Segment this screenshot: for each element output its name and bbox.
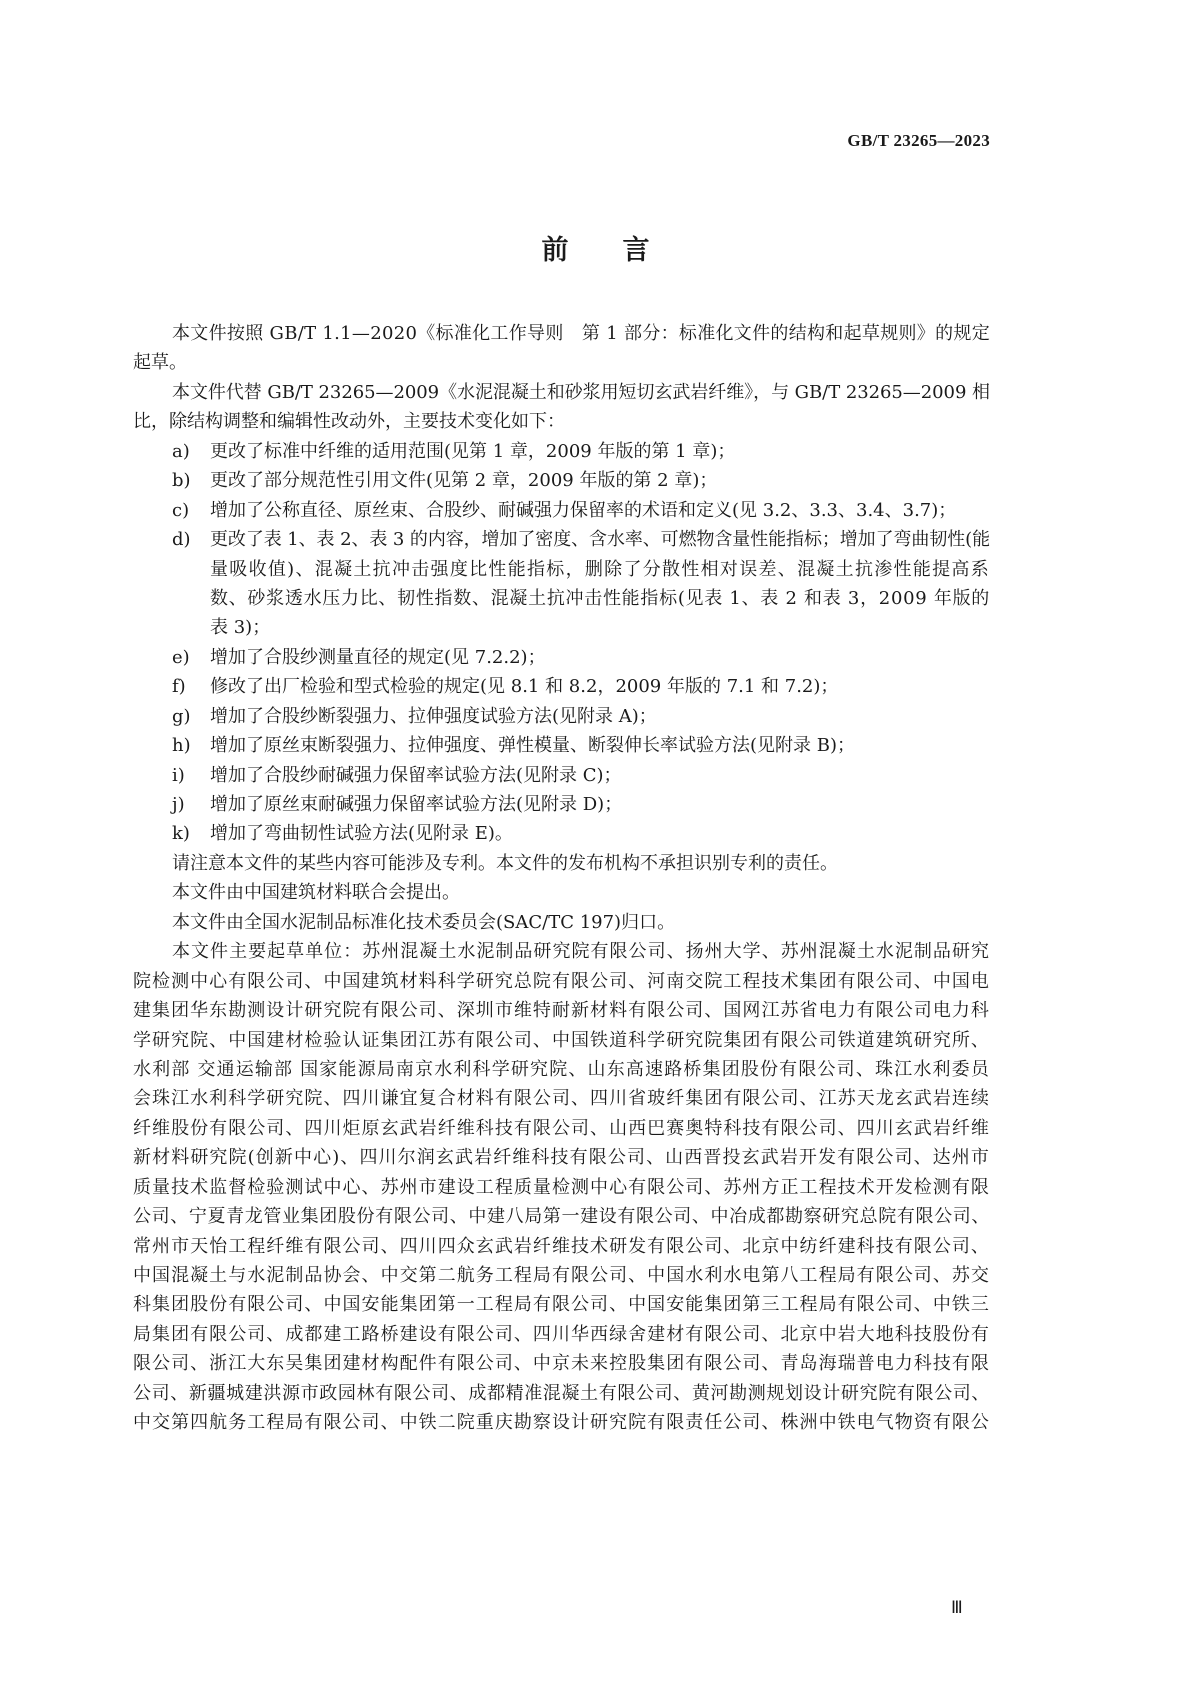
list-item [133,437,990,466]
paragraph [133,878,990,907]
list-item [133,790,990,819]
text-line-content: 会珠江水利科学研究院、四川谦宜复合材料有限公司、四川省玻纤集团有限公司、江苏天龙玄武岩连续 [133,1088,990,1110]
text-line-content: 水利部 交通运输部 国家能源局南京水利科学研究院、山东高速路桥集团股份有限公司、珠江水利委员 [133,1058,990,1080]
text-line-content: 科集团股份有限公司、中国安能集团第一工程局有限公司、中国安能集团第三工程局有限公司、中铁三 [133,1294,990,1316]
text-line-content: 更改了表 1、表 2、表 3 的内容，增加了密度、含水率、可燃物含量性能指标；增加了弯曲韧性(能 [210,529,990,551]
list-item [133,819,990,848]
text-line [133,378,990,407]
text-line-content: 起草。 [133,352,187,374]
list-item-label: i) [172,764,185,786]
text-line-content: 院检测中心有限公司、中国建筑材料科学研究总院有限公司、河南交院工程技术集团有限公司、中国电 [133,970,990,992]
text-line-content: 学研究院、中国建材检验认证集团江苏有限公司、中国铁道科学研究院集团有限公司铁道建筑研究所、 [133,1029,990,1051]
list-item-label: a) [172,440,190,462]
text-line-content: 公司、宁夏青龙管业集团股份有限公司、中建八局第一建设有限公司、中冶成都勘察研究总院有限公司、 [133,1206,990,1228]
text-line-content: 增加了公称直径、原丝束、合股纱、耐碱强力保留率的术语和定义(见 3.2、3.3、3.4、3.7)； [210,499,957,521]
text-line [210,555,990,584]
text-line-content: 更改了标准中纤维的适用范围(见第 1 章，2009 年版的第 1 章)； [210,440,736,462]
text-line-content: 常州市天怡工程纤维有限公司、四川四众玄武岩纤维技术研发有限公司、北京中纺纤建科技有限公司、 [133,1235,990,1257]
text-line [210,466,990,495]
paragraph [133,908,990,937]
list-item-label: k) [172,823,190,845]
text-line-content: 质量技术监督检验测试中心、苏州市建设工程质量检测中心有限公司、苏州方正工程技术开发检测有限 [133,1176,990,1198]
page-number: Ⅲ [951,1598,963,1617]
text-line-content: 增加了合股纱断裂强力、拉伸强度试验方法(见附录 A)； [210,705,657,727]
list-item-label: h) [172,735,191,757]
list-item-label: f) [172,676,186,698]
list-item [133,702,990,731]
text-line [210,584,990,613]
list-item-label: e) [172,646,190,668]
text-line [210,613,990,642]
text-line [133,1114,990,1143]
list-item [133,466,990,495]
text-line [133,1261,990,1290]
text-line [210,790,990,819]
paragraph [133,849,990,878]
text-line-content: 建集团华东勘测设计研究院有限公司、深圳市维特耐新材料有限公司、国网江苏省电力有限公司电力科 [133,1000,990,1022]
text-line-content: 增加了原丝束耐碱强力保留率试验方法(见附录 D)； [210,794,623,815]
text-line-content: 更改了部分规范性引用文件(见第 2 章，2009 年版的第 2 章)； [210,470,718,492]
text-line [210,525,990,554]
text-line [133,1232,990,1261]
text-line-content: 限公司、浙江大东吴集团建材构配件有限公司、中京未来控股集团有限公司、青岛海瑞普电力科技有限 [133,1353,990,1375]
text-line [210,731,990,760]
text-line-content: 增加了合股纱测量直径的规定(见 7.2.2)； [210,646,546,668]
text-line [133,849,990,878]
text-line [133,1349,990,1378]
list-item [133,672,990,701]
text-line-content: 量吸收值)、混凝土抗冲击强度比性能指标，删除了分散性相对误差、混凝土抗渗性能提高系 [210,558,990,580]
text-line-content: 增加了合股纱耐碱强力保留率试验方法(见附录 C)； [210,764,622,786]
text-line [133,1379,990,1408]
text-line-content: 修改了出厂检验和型式检验的规定(见 8.1 和 8.2，2009 年版的 7.1 和 7.2)； [210,676,839,698]
text-line-content: 比，除结构调整和编辑性改动外，主要技术变化如下： [133,411,565,433]
text-line [133,1084,990,1113]
list-item [133,643,990,672]
paragraph [133,937,990,1437]
text-line [210,761,990,790]
text-line [133,1143,990,1172]
list-item-label: d) [172,529,191,551]
text-line [133,1055,990,1084]
text-line [210,819,990,848]
text-line [210,702,990,731]
list-item-label: c) [172,499,190,521]
text-line-content: 本文件主要起草单位：苏州混凝土水泥制品研究院有限公司、扬州大学、苏州混凝土水泥制品研究 [172,941,990,963]
text-line [133,407,990,436]
paragraph [133,319,990,378]
paragraph [133,378,990,437]
document-number: GB/T 23265—2023 [847,131,990,150]
text-line [133,348,990,377]
text-line-content: 纤维股份有限公司、四川炬原玄武岩纤维科技有限公司、山西巴赛奥特科技有限公司、四川玄武岩纤维 [133,1117,990,1139]
text-line [210,496,990,525]
text-line-content: 数、砂浆透水压力比、韧性指数、混凝土抗冲击性能指标(见表 1、表 2 和表 3，2009 年版的 [210,587,991,609]
text-line [133,1026,990,1055]
text-line-content: 增加了原丝束断裂强力、拉伸强度、弹性模量、断裂伸长率试验方法(见附录 B)； [210,735,855,757]
page-title: 前 言 [541,235,650,266]
text-line [210,643,990,672]
text-line-content: 本文件按照 GB/T 1.1—2020《标准化工作导则 第 1 部分：标准化文件的结构和起草规则》的规定 [172,323,990,344]
text-line-content: 本文件由中国建筑材料联合会提出。 [172,882,460,904]
text-line [133,996,990,1025]
list-item-label: g) [172,705,191,727]
text-line-content: 中交第四航务工程局有限公司、中铁二院重庆勘察设计研究院有限责任公司、株洲中铁电气物资有限公 [133,1412,990,1434]
text-line [133,878,990,907]
text-line [133,319,990,348]
text-line [133,1408,990,1437]
list-item-label: b) [172,470,191,492]
list-item [133,761,990,790]
text-line-content: 中国混凝土与水泥制品协会、中交第二航务工程局有限公司、中国水利水电第八工程局有限公司、苏交 [133,1265,990,1286]
list-item [133,496,990,525]
foreword-body [133,319,990,1438]
text-line [133,1202,990,1231]
text-line [133,1173,990,1202]
text-line-content: 公司、新疆城建洪源市政园林有限公司、成都精准混凝土有限公司、黄河勘测规划设计研究院有限公司、 [133,1382,990,1404]
text-line [133,1290,990,1319]
text-line [133,967,990,996]
list-item-label: j) [172,794,185,815]
text-line-content: 请注意本文件的某些内容可能涉及专利。本文件的发布机构不承担识别专利的责任。 [172,852,838,874]
text-line-content: 本文件代替 GB/T 23265—2009《水泥混凝土和砂浆用短切玄武岩纤维》，与 GB/T 23265—2009 相 [172,381,990,403]
text-line [133,937,990,966]
text-line-content: 增加了弯曲韧性试验方法(见附录 E)。 [210,823,513,845]
text-line-content: 新材料研究院(创新中心)、四川尔润玄武岩纤维科技有限公司、山西晋投玄武岩开发有限公司、达州市 [133,1147,991,1169]
text-line [210,672,990,701]
text-line-content: 本文件由全国水泥制品标准化技术委员会(SAC/TC 197)归口。 [172,911,676,933]
text-line [210,437,990,466]
list-item [133,731,990,760]
text-line-content: 表 3)； [210,617,271,639]
text-line [133,1320,990,1349]
text-line [133,908,990,937]
text-line-content: 局集团有限公司、成都建工路桥建设有限公司、四川华西绿舍建材有限公司、北京中岩大地科技股份有 [133,1323,990,1345]
list-item [133,525,990,643]
